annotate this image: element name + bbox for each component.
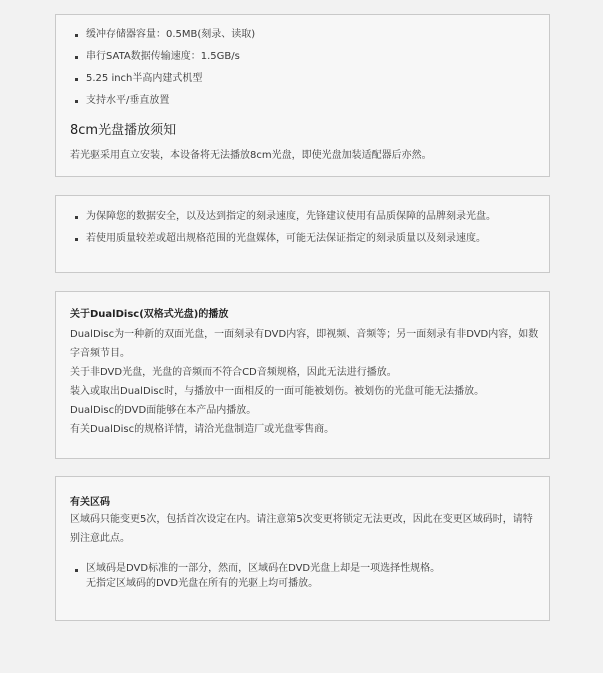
region-code-section bbox=[55, 476, 550, 621]
region-code-list bbox=[72, 561, 440, 591]
specs-section bbox=[55, 14, 550, 177]
quality-list bbox=[72, 206, 496, 250]
spec-item-orientation: 支持水平/垂直放置 bbox=[72, 90, 255, 112]
region-code-bullet bbox=[72, 561, 440, 591]
8cm-disc-title: 8cm光盘播放须知 bbox=[70, 123, 177, 138]
spec-item-form-factor: 5.25 inch半高内建式机型 bbox=[72, 68, 255, 90]
quality-item-brand: 为保障您的数据安全，以及达到指定的刻录速度，先锋建议使用有品质保障的品牌刻录光盘。 bbox=[72, 206, 496, 228]
quality-item-media: 若使用质量较差或超出规格范围的光盘媒体，可能无法保证指定的刻录质量以及刻录速度。 bbox=[72, 228, 496, 250]
spec-item-buffer: 缓冲存储器容量：0.5MB(刻录、读取) bbox=[72, 24, 255, 46]
region-code-title: 有关区码 bbox=[70, 497, 110, 508]
specs-list bbox=[72, 24, 255, 112]
8cm-disc-note: 若光驱采用直立安装，本设备将无法播放8cm光盘，即使光盘加装适配器后亦然。 bbox=[70, 150, 432, 161]
dualdisc-paragraph-scratch: 装入或取出DualDisc时，与播放中一面相反的一面可能被划伤。被划伤的光盘可能无法播放。 bbox=[70, 386, 485, 397]
dualdisc-section bbox=[55, 291, 550, 459]
region-code-paragraph: 区域码只能变更5次，包括首次设定在内。请注意第5次变更将锁定无法更改，因此在变更区域码时，请特别注意此点。 bbox=[70, 514, 533, 544]
dualdisc-paragraph-intro: DualDisc为一种新的双面光盘，一面刻录有DVD内容，即视频、音频等；另一面刻录有非DVD内容，如数字音频节目。 bbox=[70, 329, 539, 359]
dualdisc-paragraph-contact: 有关DualDisc的规格详情，请洽光盘制造厂或光盘零售商。 bbox=[70, 424, 335, 435]
region-code-bullet-line2: 无指定区域码的DVD光盘在所有的光驱上均可播放。 bbox=[86, 578, 319, 589]
disc-quality-section bbox=[55, 195, 550, 273]
spec-item-sata: 串行SATA数据传输速度：1.5GB/s bbox=[72, 46, 255, 68]
dualdisc-paragraph-non-dvd: 关于非DVD光盘，光盘的音频而不符合CD音频规格，因此无法进行播放。 bbox=[70, 367, 397, 378]
dualdisc-paragraph-dvd-side: DualDisc的DVD面能够在本产品内播放。 bbox=[70, 405, 257, 416]
dualdisc-title: 关于DualDisc(双格式光盘)的播放 bbox=[70, 309, 229, 320]
region-code-bullet-line1: 区域码是DVD标准的一部分，然而，区域码在DVD光盘上却是一项选择性规格。 bbox=[86, 563, 441, 574]
